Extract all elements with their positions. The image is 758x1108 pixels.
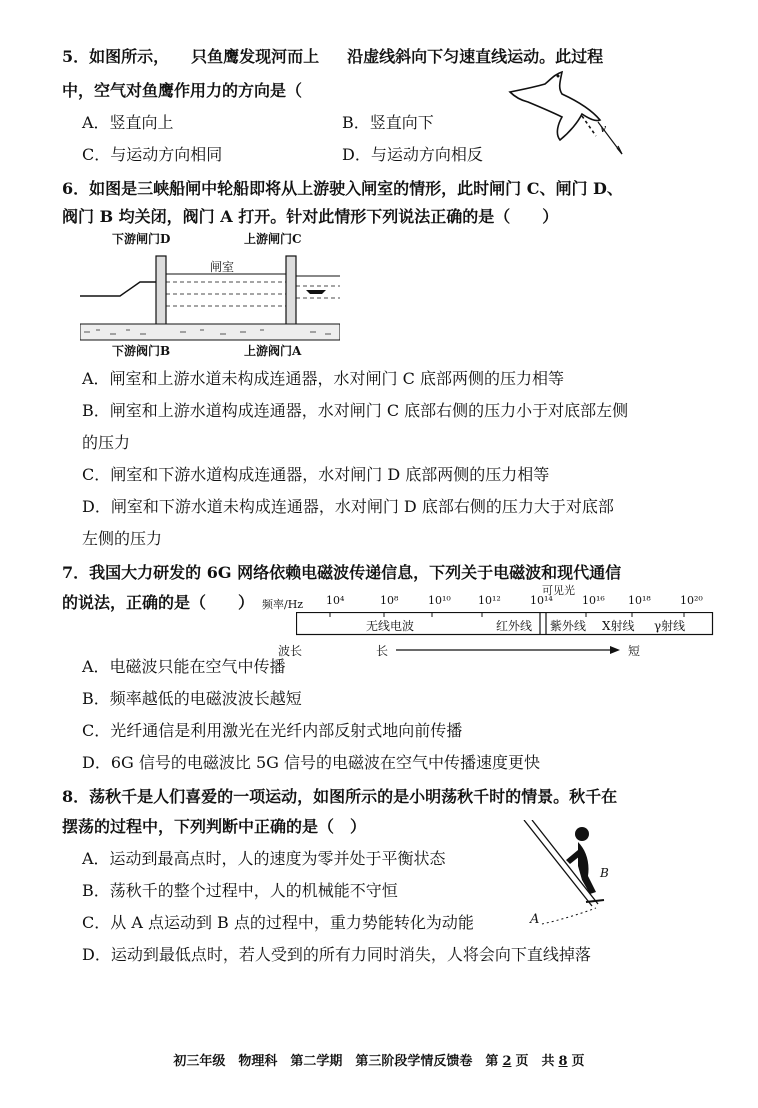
spectrum-tick-4: 10¹⁴ bbox=[530, 594, 553, 607]
q6-option-d-cont: 左侧的压力 bbox=[82, 529, 163, 548]
q8-option-a: A．运动到最高点时，人的速度为零并处于平衡状态 bbox=[82, 849, 446, 868]
lock-label-upstream-valve: 上游阀门A bbox=[244, 344, 302, 358]
q5-option-c: C．与运动方向相同 bbox=[82, 145, 223, 164]
q5-line1c: 沿虚线斜向下匀速直线运动。此过程 bbox=[347, 47, 604, 66]
q5-line1b: 只鱼鹰发现河而上 bbox=[191, 47, 320, 66]
q7-line2: 的说法，正确的是（ ） bbox=[62, 593, 255, 612]
q8-line1: 8．荡秋千是人们喜爱的一项运动，如图所示的是小明荡秋千时的情景。秋千在 bbox=[62, 787, 618, 806]
q5-velocity-label: v bbox=[600, 122, 607, 135]
lock-label-chamber: 闸室 bbox=[210, 260, 235, 274]
spectrum-band-gamma: γ射线 bbox=[654, 619, 686, 633]
q6-option-d: D．闸室和下游水道未构成连通器，水对闸门 D 底部右侧的压力大于对底部 bbox=[82, 497, 614, 516]
footer-suffix: 页 bbox=[571, 1054, 585, 1069]
spectrum-tick-0: 10⁴ bbox=[326, 594, 345, 607]
lock-label-upstream-gate: 上游闸门C bbox=[244, 232, 302, 246]
q6-option-b-cont: 的压力 bbox=[82, 433, 131, 452]
page-footer bbox=[0, 1050, 758, 1069]
spectrum-band-radio: 无线电波 bbox=[366, 619, 415, 633]
wavelength-arrow bbox=[396, 644, 622, 656]
q7-option-b: B．频率越低的电磁波波长越短 bbox=[82, 689, 302, 708]
q8-option-d: D．运动到最低点时，若人受到的所有力同时消失，人将会向下直线掉落 bbox=[82, 945, 591, 964]
lock-label-downstream-valve: 下游阀门B bbox=[112, 344, 171, 358]
q7-line1: 7．我国大力研发的 6G 网络依赖电磁波传递信息，下列关于电磁波和现代通信 bbox=[62, 563, 622, 582]
spectrum-tick-7: 10²⁰ bbox=[680, 594, 703, 607]
q7-option-a: A．电磁波只能在空气中传播 bbox=[82, 657, 286, 676]
q6-line1: 6．如图是三峡船闸中轮船即将从上游驶入闸室的情形，此时闸门 C、闸门 D、 bbox=[62, 179, 623, 198]
swing-point-a: A bbox=[530, 912, 540, 927]
q5-option-a: A．竖直向上 bbox=[82, 113, 174, 132]
q7-option-d: D．6G 信号的电磁波比 5G 信号的电磁波在空气中传播速度更快 bbox=[82, 753, 541, 772]
footer-total-pages: 8 bbox=[558, 1054, 568, 1069]
q6-option-c: C．闸室和下游水道构成连通器，水对闸门 D 底部两侧的压力相等 bbox=[82, 465, 550, 484]
q5-option-d: D．与运动方向相反 bbox=[342, 145, 483, 164]
osprey-figure bbox=[500, 62, 630, 162]
spectrum-tick-2: 10¹⁰ bbox=[428, 594, 451, 607]
spectrum-freq-label: 频率/Hz bbox=[262, 598, 304, 611]
spectrum-band-xray: X射线 bbox=[602, 619, 635, 633]
spectrum-tick-1: 10⁸ bbox=[380, 594, 399, 607]
q5-line2: 中，空气对鱼鹰作用力的方向是（ bbox=[62, 81, 303, 100]
footer-page-number: 2 bbox=[502, 1054, 512, 1069]
q5-line1a: 5．如图所示， bbox=[62, 47, 170, 66]
q5-option-b: B．竖直向下 bbox=[342, 113, 434, 132]
footer-mid: 页 共 bbox=[515, 1054, 555, 1069]
spectrum-tick-5: 10¹⁶ bbox=[582, 594, 605, 607]
q8-option-c: C．从 A 点运动到 B 点的过程中，重力势能转化为动能 bbox=[82, 913, 474, 932]
q6-option-a: A．闸室和上游水道未构成连通器，水对闸门 C 底部两侧的压力相等 bbox=[82, 369, 564, 388]
spectrum-band-infrared: 红外线 bbox=[496, 619, 533, 633]
q6-option-b: B．闸室和上游水道构成连通器，水对闸门 C 底部右侧的压力小于对底部左侧 bbox=[82, 401, 629, 420]
spectrum-visible-label: 可见光 bbox=[542, 584, 575, 597]
spectrum-band-uv: 紫外线 bbox=[550, 619, 587, 633]
spectrum-long-label: 长 bbox=[376, 644, 389, 658]
spectrum-short-label: 短 bbox=[628, 644, 641, 658]
spectrum-tick-6: 10¹⁸ bbox=[628, 594, 651, 607]
q8-option-b: B．荡秋千的整个过程中，人的机械能不守恒 bbox=[82, 881, 398, 900]
footer-prefix: 初三年级 物理科 第二学期 第三阶段学情反馈卷 第 bbox=[173, 1054, 499, 1069]
q7-option-c: C．光纤通信是利用激光在光纤内部反射式地向前传播 bbox=[82, 721, 463, 740]
q6-line2: 阀门 B 均关闭，阀门 A 打开。针对此情形下列说法正确的是（ ） bbox=[62, 207, 559, 226]
spectrum-tick-3: 10¹² bbox=[478, 594, 501, 607]
q8-line2: 摆荡的过程中，下列判断中正确的是（ ） bbox=[62, 817, 367, 836]
swing-point-b: B bbox=[600, 866, 609, 880]
spectrum-wave-label: 波长 bbox=[278, 644, 303, 658]
lock-label-downstream-gate: 下游闸门D bbox=[112, 232, 171, 246]
